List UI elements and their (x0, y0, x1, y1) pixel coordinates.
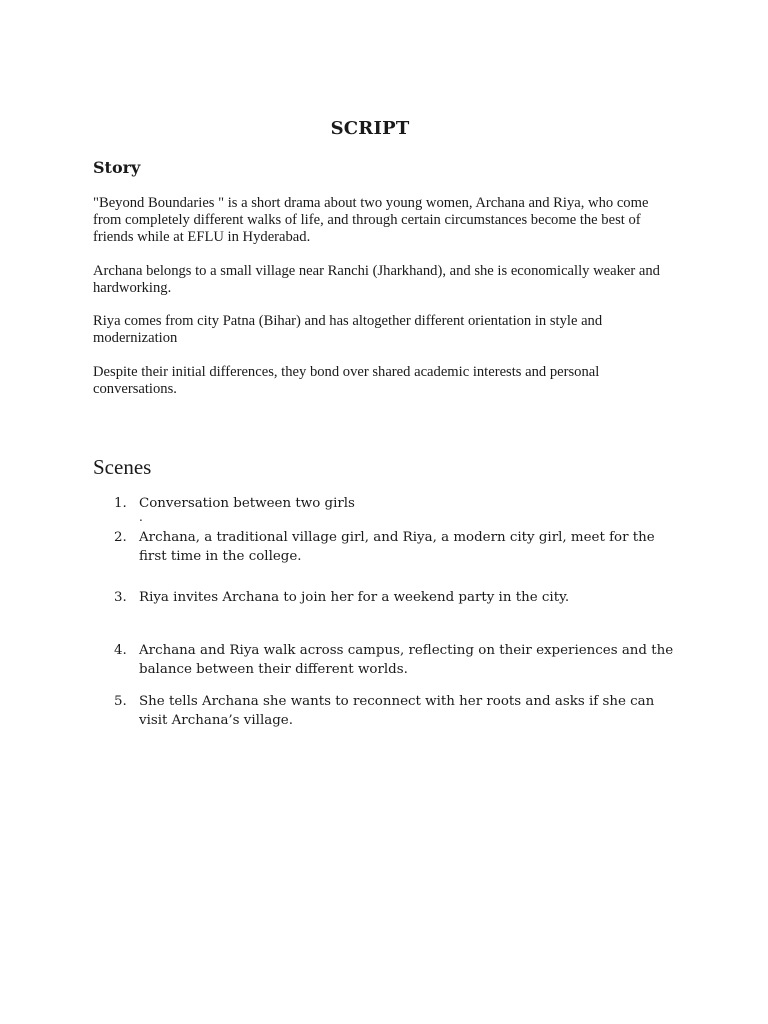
scene-text: Archana and Riya walk across campus, reflecting on their experiences and the balance between their different worlds. (139, 643, 674, 677)
stray-mark: . (139, 510, 143, 524)
story-paragraph-2: Archana belongs to a small village near Ranchi (Jharkhand), and she is economically weaker and hardworking. (93, 263, 660, 296)
scene-number: 2. (114, 530, 127, 545)
scenes-heading: Scenes (93, 455, 152, 479)
scene-number: 5. (114, 694, 127, 709)
scene-text: Conversation between two girls (139, 496, 355, 511)
scene-text: She tells Archana she wants to reconnect with her roots and asks if she can visit Archana’s village. (139, 694, 655, 728)
story-paragraph-4: Despite their initial differences, they bond over shared academic interests and personal conversations. (93, 364, 600, 397)
story-paragraph-1: "Beyond Boundaries " is a short drama about two young women, Archana and Riya, who come from completely different walks of life, and through certain circumstances become the best of friends while at EFLU in Hyderabad. (93, 195, 649, 245)
story-paragraph-3: Riya comes from city Patna (Bihar) and has altogether different orientation in style and modernization (93, 313, 603, 346)
scene-number: 4. (114, 643, 127, 658)
document-title: SCRIPT (330, 118, 410, 139)
scene-text: Riya invites Archana to join her for a weekend party in the city. (139, 590, 570, 605)
scene-text: Archana, a traditional village girl, and Riya, a modern city girl, meet for the first time in the college. (139, 530, 655, 564)
story-heading: Story (93, 158, 141, 177)
scene-number: 3. (114, 590, 127, 605)
scene-number: 1. (114, 496, 127, 511)
